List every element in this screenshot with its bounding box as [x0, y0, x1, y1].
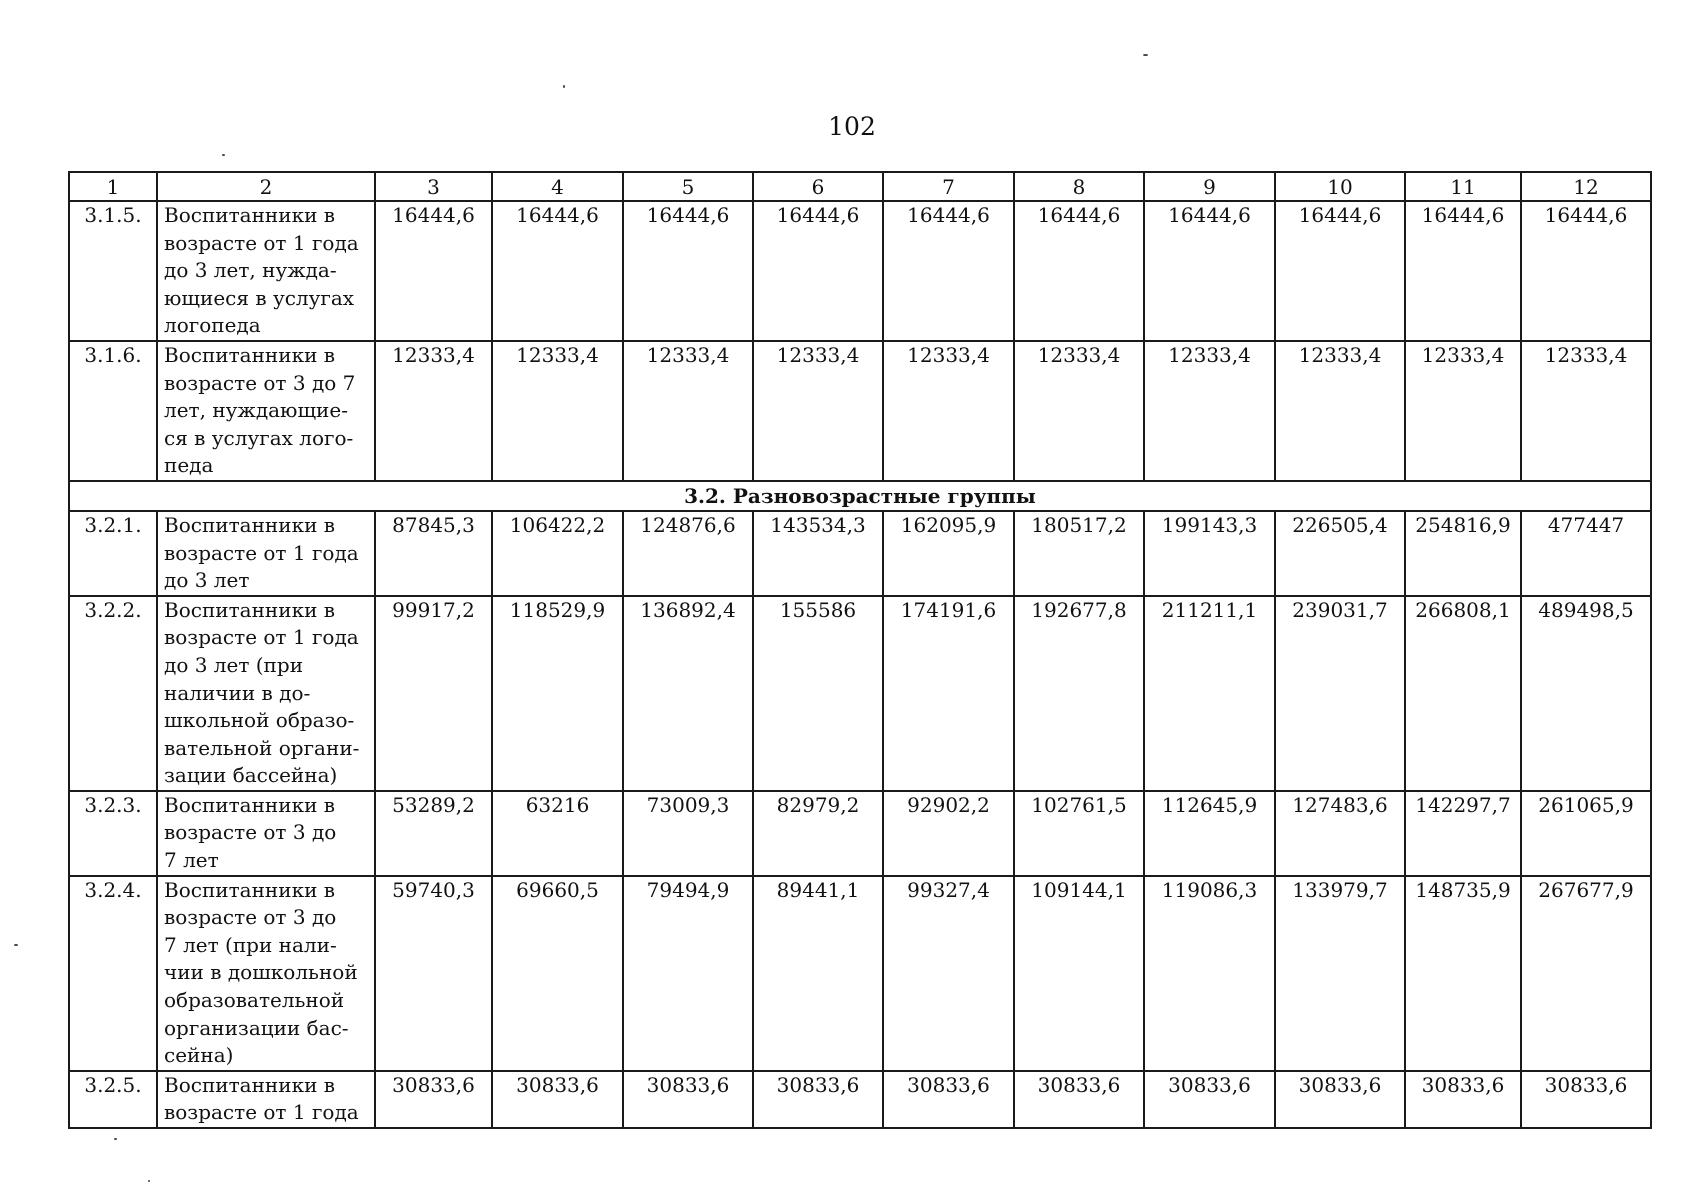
value-cell: 199143,3: [1144, 511, 1275, 596]
description-line: возрасте от 3 до: [164, 820, 337, 845]
section-title: 3.2. Разновозрастные группы: [69, 481, 1651, 511]
description-line: возрасте от 1 года: [164, 625, 359, 650]
description-line: организации бас-: [164, 1015, 349, 1040]
value-cell: 12333,4: [492, 341, 623, 481]
table-row: [69, 596, 1651, 791]
description-line: возрасте от 1 года: [164, 1100, 359, 1125]
description-line: Воспитанники в: [164, 877, 336, 902]
value-cell: 59740,3: [375, 876, 492, 1071]
value-cell: 16444,6: [1014, 201, 1144, 341]
value-cell: 30833,6: [492, 1071, 623, 1128]
table-row: [69, 511, 1651, 596]
description-line: 7 лет: [164, 848, 219, 873]
description-line: наличии в до-: [164, 680, 311, 705]
value-cell: 16444,6: [1521, 201, 1651, 341]
row-description-cell: [157, 201, 375, 341]
value-cell: 12333,4: [1014, 341, 1144, 481]
value-cell: 211211,1: [1144, 596, 1275, 791]
row-code-cell: 3.2.1.: [69, 511, 157, 596]
table-body: [69, 172, 1651, 1128]
scan-speck: [1143, 54, 1148, 56]
description-line: 7 лет (при нали-: [164, 932, 337, 957]
value-cell: 489498,5: [1521, 596, 1651, 791]
value-cell: 148735,9: [1405, 876, 1521, 1071]
value-cell: 266808,1: [1405, 596, 1521, 791]
column-number-cell: 9: [1144, 172, 1275, 201]
value-cell: 127483,6: [1275, 791, 1405, 876]
column-number-cell: 4: [492, 172, 623, 201]
value-cell: 16444,6: [753, 201, 883, 341]
table-row: [69, 341, 1651, 481]
value-cell: 143534,3: [753, 511, 883, 596]
value-cell: 53289,2: [375, 791, 492, 876]
description-line: педа: [164, 453, 214, 478]
description-line: образовательной: [164, 988, 345, 1013]
table-row: [69, 876, 1651, 1071]
value-cell: 239031,7: [1275, 596, 1405, 791]
description-line: возрасте от 1 года: [164, 540, 359, 565]
row-code-cell: 3.2.3.: [69, 791, 157, 876]
section-heading-row: [69, 481, 1651, 511]
tariff-table: [68, 171, 1652, 1129]
value-cell: 79494,9: [623, 876, 753, 1071]
value-cell: 254816,9: [1405, 511, 1521, 596]
scan-speck: [222, 154, 225, 156]
row-description-cell: [157, 341, 375, 481]
table-row: [69, 1071, 1651, 1128]
value-cell: 16444,6: [1144, 201, 1275, 341]
value-cell: 30833,6: [623, 1071, 753, 1128]
value-cell: 16444,6: [492, 201, 623, 341]
column-number-cell: 12: [1521, 172, 1651, 201]
value-cell: 63216: [492, 791, 623, 876]
value-cell: 30833,6: [375, 1071, 492, 1128]
description-line: Воспитанники в: [164, 1072, 336, 1097]
row-description-cell: [157, 876, 375, 1071]
column-number-cell: 10: [1275, 172, 1405, 201]
table-row: [69, 201, 1651, 341]
description-line: возрасте от 1 года: [164, 230, 359, 255]
column-number-cell: 5: [623, 172, 753, 201]
description-line: Воспитанники в: [164, 792, 336, 817]
row-code-cell: 3.1.6.: [69, 341, 157, 481]
value-cell: 12333,4: [375, 341, 492, 481]
value-cell: 109144,1: [1014, 876, 1144, 1071]
description-line: лет, нуждающие-: [164, 398, 348, 423]
description-line: до 3 лет, нужда-: [164, 258, 337, 283]
value-cell: 16444,6: [623, 201, 753, 341]
description-line: Воспитанники в: [164, 597, 336, 622]
description-line: логопеда: [164, 313, 261, 338]
row-description-cell: [157, 1071, 375, 1128]
value-cell: 12333,4: [623, 341, 753, 481]
value-cell: 82979,2: [753, 791, 883, 876]
value-cell: 12333,4: [1275, 341, 1405, 481]
value-cell: 30833,6: [883, 1071, 1014, 1128]
description-line: Воспитанники в: [164, 342, 336, 367]
value-cell: 16444,6: [883, 201, 1014, 341]
value-cell: 12333,4: [1405, 341, 1521, 481]
value-cell: 142297,7: [1405, 791, 1521, 876]
row-code-cell: 3.1.5.: [69, 201, 157, 341]
scan-speck: [563, 85, 565, 88]
row-code-cell: 3.2.5.: [69, 1071, 157, 1128]
description-line: сейна): [164, 1043, 234, 1068]
row-code-cell: 3.2.2.: [69, 596, 157, 791]
table-row: [69, 791, 1651, 876]
column-number-row: [69, 172, 1651, 201]
value-cell: 12333,4: [753, 341, 883, 481]
description-line: ся в услугах лого-: [164, 425, 354, 450]
description-line: ющиеся в услугах: [164, 285, 355, 310]
description-line: до 3 лет: [164, 568, 250, 593]
description-line: вательной органи-: [164, 735, 360, 760]
scan-speck: [148, 1180, 150, 1182]
value-cell: 92902,2: [883, 791, 1014, 876]
value-cell: 174191,6: [883, 596, 1014, 791]
value-cell: 16444,6: [1275, 201, 1405, 341]
value-cell: 119086,3: [1144, 876, 1275, 1071]
row-description-cell: [157, 596, 375, 791]
value-cell: 30833,6: [753, 1071, 883, 1128]
value-cell: 261065,9: [1521, 791, 1651, 876]
row-code-cell: 3.2.4.: [69, 876, 157, 1071]
description-line: Воспитанники в: [164, 512, 336, 537]
column-number-cell: 7: [883, 172, 1014, 201]
value-cell: 102761,5: [1014, 791, 1144, 876]
value-cell: 87845,3: [375, 511, 492, 596]
page-number: 102: [828, 112, 876, 141]
value-cell: 16444,6: [1405, 201, 1521, 341]
value-cell: 106422,2: [492, 511, 623, 596]
value-cell: 124876,6: [623, 511, 753, 596]
column-number-cell: 1: [69, 172, 157, 201]
description-line: возрасте от 3 до: [164, 905, 337, 930]
value-cell: 112645,9: [1144, 791, 1275, 876]
scan-speck: [14, 944, 18, 946]
value-cell: 192677,8: [1014, 596, 1144, 791]
value-cell: 12333,4: [1144, 341, 1275, 481]
value-cell: 69660,5: [492, 876, 623, 1071]
value-cell: 30833,6: [1014, 1071, 1144, 1128]
value-cell: 16444,6: [375, 201, 492, 341]
column-number-cell: 11: [1405, 172, 1521, 201]
column-number-cell: 8: [1014, 172, 1144, 201]
row-description-cell: [157, 791, 375, 876]
value-cell: 89441,1: [753, 876, 883, 1071]
description-line: возрасте от 3 до 7: [164, 370, 356, 395]
value-cell: 118529,9: [492, 596, 623, 791]
value-cell: 162095,9: [883, 511, 1014, 596]
value-cell: 30833,6: [1144, 1071, 1275, 1128]
value-cell: 73009,3: [623, 791, 753, 876]
value-cell: 477447: [1521, 511, 1651, 596]
description-line: школьной образо-: [164, 708, 355, 733]
value-cell: 99917,2: [375, 596, 492, 791]
scan-speck: [114, 1138, 117, 1140]
column-number-cell: 3: [375, 172, 492, 201]
value-cell: 136892,4: [623, 596, 753, 791]
value-cell: 267677,9: [1521, 876, 1651, 1071]
value-cell: 155586: [753, 596, 883, 791]
column-number-cell: 6: [753, 172, 883, 201]
column-number-cell: 2: [157, 172, 375, 201]
description-line: Воспитанники в: [164, 203, 336, 227]
description-line: зации бассейна): [164, 763, 338, 788]
value-cell: 99327,4: [883, 876, 1014, 1071]
description-line: до 3 лет (при: [164, 652, 304, 677]
value-cell: 30833,6: [1405, 1071, 1521, 1128]
value-cell: 180517,2: [1014, 511, 1144, 596]
value-cell: 12333,4: [883, 341, 1014, 481]
value-cell: 133979,7: [1275, 876, 1405, 1071]
value-cell: 12333,4: [1521, 341, 1651, 481]
value-cell: 30833,6: [1521, 1071, 1651, 1128]
description-line: чии в дошкольной: [164, 960, 358, 985]
row-description-cell: [157, 511, 375, 596]
value-cell: 30833,6: [1275, 1071, 1405, 1128]
value-cell: 226505,4: [1275, 511, 1405, 596]
